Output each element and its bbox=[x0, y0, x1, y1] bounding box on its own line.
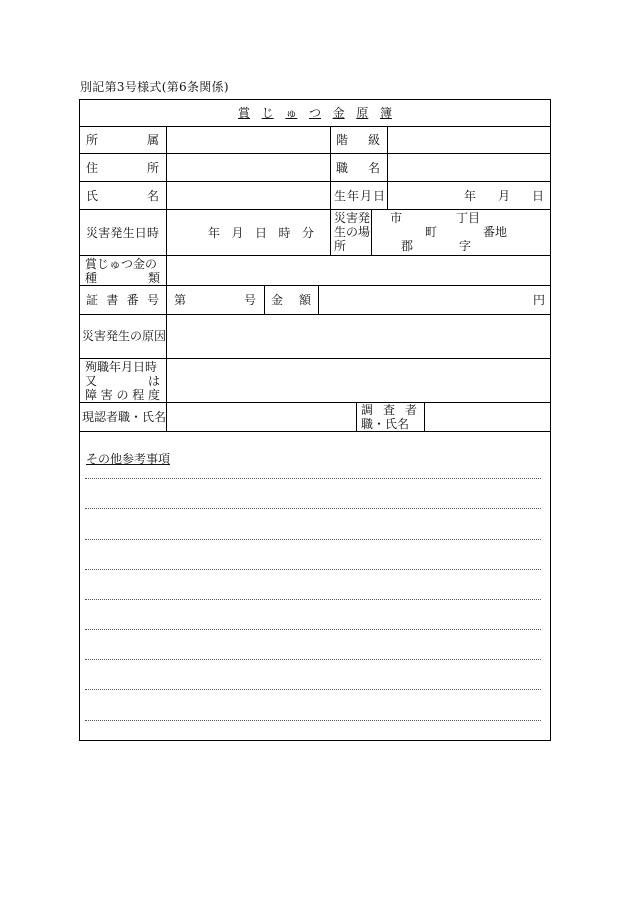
writing-line bbox=[85, 629, 541, 630]
label-disaster-cause: 災害発生の原因 bbox=[82, 329, 167, 343]
label-post: 職 名 bbox=[336, 161, 380, 175]
rule bbox=[79, 209, 551, 210]
form-caption: 別記第3号様式(第6条関係) bbox=[80, 80, 229, 94]
label-address: 住 所 bbox=[86, 161, 159, 175]
label-disaster-datetime: 災 害 発 生 日 時 bbox=[86, 226, 159, 240]
label-disaster-place: 災害発 生の場 所 bbox=[334, 211, 371, 253]
certificate-number-parts: 第 号 bbox=[174, 293, 256, 307]
disaster-datetime-units: 年 月 日 時 分 bbox=[208, 226, 314, 240]
rule bbox=[387, 126, 388, 209]
label-certificate-number: 証 書 番 号 bbox=[86, 293, 159, 307]
writing-line bbox=[85, 659, 541, 660]
writing-line bbox=[85, 689, 541, 690]
rule bbox=[79, 358, 551, 359]
rule bbox=[79, 285, 551, 286]
rule bbox=[318, 285, 319, 314]
yen-unit: 円 bbox=[533, 293, 546, 307]
place-city-row: 市 丁目 bbox=[390, 211, 480, 225]
rule bbox=[424, 402, 425, 431]
birth-date-units: 年 月 日 bbox=[464, 189, 544, 203]
rule bbox=[79, 255, 551, 256]
rule bbox=[166, 126, 167, 431]
writing-line bbox=[85, 478, 541, 479]
rule bbox=[79, 402, 551, 403]
writing-line bbox=[85, 720, 541, 721]
rule bbox=[356, 402, 357, 431]
writing-line bbox=[85, 539, 541, 540]
label-witness: 現認者職・氏名 bbox=[82, 410, 167, 424]
label-amount: 金 額 bbox=[271, 293, 311, 307]
place-county-row: 郡 字 bbox=[401, 239, 471, 253]
label-award-type: 賞じゅつ金の 種 類 bbox=[85, 257, 160, 285]
label-death-or-injury: 殉職年月日時 又 は 障 害 の 程 度 bbox=[85, 360, 160, 402]
writing-line bbox=[85, 508, 541, 509]
writing-line bbox=[85, 569, 541, 570]
rule bbox=[330, 126, 331, 255]
rule bbox=[79, 314, 551, 315]
label-rank: 階 級 bbox=[336, 133, 380, 147]
rule bbox=[79, 181, 551, 182]
form-title: 賞 じ ゅ つ 金 原 簿 bbox=[238, 106, 392, 120]
rule bbox=[371, 209, 372, 255]
writing-line bbox=[85, 599, 541, 600]
label-birth-date: 生年月日 bbox=[334, 189, 387, 203]
rule bbox=[79, 126, 551, 127]
rule bbox=[264, 285, 265, 314]
label-name: 氏 名 bbox=[86, 189, 159, 203]
label-other-notes: その他参考事項 bbox=[86, 452, 171, 466]
rule bbox=[79, 431, 551, 432]
label-investigator: 調 査 者 職・氏名 bbox=[361, 403, 417, 431]
place-town-row: 町 番地 bbox=[425, 225, 507, 239]
rule bbox=[79, 153, 551, 154]
label-affiliation: 所 属 bbox=[86, 133, 159, 147]
